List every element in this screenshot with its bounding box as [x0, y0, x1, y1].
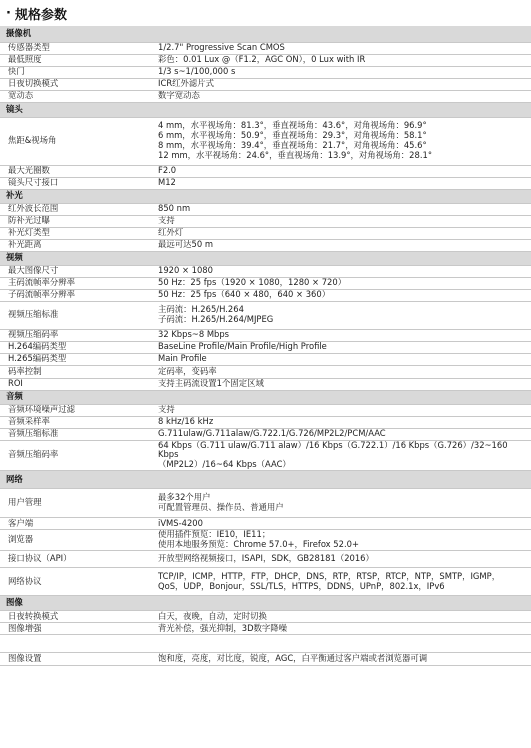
section-header [0, 596, 531, 611]
spec-table [0, 26, 531, 666]
section-title: 摄像机 [0, 26, 531, 42]
spec-value-line: 主码流：H.265/H.264 [158, 304, 244, 315]
spec-value-line: 6 mm，水平视场角：50.9°，垂直视场角：29.3°，对角视场角：58.1° [158, 130, 427, 141]
section-header [0, 251, 531, 265]
spec-value-line: iVMS-4200 [158, 517, 203, 528]
section-title: 镜头 [0, 102, 531, 117]
spec-value [149, 530, 531, 551]
spec-value [149, 54, 531, 66]
spec-row [0, 227, 531, 239]
spec-row [0, 78, 531, 90]
spec-label: 图像增强 [0, 623, 149, 635]
spec-label: ROI [0, 378, 149, 390]
spec-label [0, 635, 149, 653]
spec-row [0, 518, 531, 530]
spec-value-line: 子码流：H.265/H.264/MJPEG [158, 314, 274, 324]
spec-value [149, 653, 531, 666]
spec-value-line: （MP2L2）/16~64 Kbps（AAC） [158, 459, 291, 470]
spec-label: 浏览器 [0, 530, 149, 551]
spec-label: 补光距离 [0, 239, 149, 251]
spec-row [0, 440, 531, 471]
spec-label: H.265编码类型 [0, 353, 149, 365]
spec-row [0, 416, 531, 428]
spec-row [0, 378, 531, 390]
spec-label: 音频环境噪声过滤 [0, 404, 149, 416]
spec-value [149, 42, 531, 54]
spec-row [0, 530, 531, 551]
spec-row [0, 165, 531, 177]
spec-row [0, 54, 531, 66]
spec-label: H.264编码类型 [0, 341, 149, 353]
section-header [0, 471, 531, 489]
spec-row [0, 265, 531, 277]
spec-label: 日夜转换模式 [0, 611, 149, 623]
spec-row [0, 568, 531, 596]
spec-label: 图像设置 [0, 653, 149, 666]
spec-row [0, 215, 531, 227]
spec-row [0, 428, 531, 440]
spec-row [0, 353, 531, 365]
spec-label: 接口协议（API） [0, 551, 149, 568]
spec-value-line: 可配置管理员、操作员、普通用户 [158, 502, 284, 513]
spec-row [0, 404, 531, 416]
spec-value-line: 最多32个用户 [158, 492, 211, 503]
spec-label: 最低照度 [0, 54, 149, 66]
spec-value-line: 支持主码流设置1个固定区域 [158, 378, 264, 389]
spec-label: 红外波长范围 [0, 203, 149, 215]
spec-value [149, 66, 531, 78]
spec-value [149, 329, 531, 341]
spec-value [149, 378, 531, 390]
spec-row [0, 90, 531, 102]
spec-label: 音频采样率 [0, 416, 149, 428]
spec-value [149, 90, 531, 102]
spec-value [149, 165, 531, 177]
section-header [0, 26, 531, 42]
section-header [0, 102, 531, 117]
spec-value [149, 177, 531, 189]
spec-value-line: 支持 [158, 215, 175, 226]
spec-label: 网络协议 [0, 568, 149, 596]
spec-value-line: M12 [158, 177, 176, 188]
spec-value [149, 78, 531, 90]
section-title: 音频 [0, 390, 531, 404]
spec-label: 快门 [0, 66, 149, 78]
spec-value [149, 353, 531, 365]
spec-row [0, 489, 531, 518]
spec-value [149, 416, 531, 428]
spec-row [0, 117, 531, 165]
spec-label: 子码流帧率分辨率 [0, 289, 149, 301]
spec-value-line: 50 Hz：25 fps（1920 × 1080，1280 × 720） [158, 277, 347, 288]
spec-row [0, 277, 531, 289]
spec-value-line: BaseLine Profile/Main Profile/High Profile [158, 341, 327, 352]
spec-value-line: 红外灯 [158, 227, 184, 238]
spec-value-line: 12 mm，水平视场角：24.6°，垂直视场角：13.9°，对角视场角：28.1° [158, 149, 433, 160]
spec-label: 视频压缩码率 [0, 329, 149, 341]
spec-label: 最大图像尺寸 [0, 265, 149, 277]
spec-label: 用户管理 [0, 489, 149, 518]
spec-value-line: 数字宽动态 [158, 90, 200, 101]
spec-row [0, 365, 531, 378]
spec-value [149, 440, 531, 471]
spec-label: 焦距&视场角 [0, 117, 149, 165]
spec-value [149, 551, 531, 568]
section-header [0, 189, 531, 203]
spec-value-line: QoS，UDP，Bonjour，SSL/TLS，HTTPS，DDNS，UPnP，802.1x，IPv6 [158, 580, 445, 591]
spec-label: 传感器类型 [0, 42, 149, 54]
spec-row [0, 635, 531, 653]
spec-row [0, 301, 531, 329]
spec-value-line: 定码率，变码率 [158, 365, 217, 376]
spec-row [0, 289, 531, 301]
spec-row [0, 177, 531, 189]
spec-row [0, 653, 531, 666]
spec-label: 码率控制 [0, 365, 149, 378]
spec-value [149, 365, 531, 378]
spec-row [0, 329, 531, 341]
spec-value [149, 635, 531, 653]
title-bullet: · [6, 5, 11, 21]
section-title: 视频 [0, 251, 531, 265]
spec-label: 镜头尺寸接口 [0, 177, 149, 189]
spec-value-line: 64 Kbps（G.711 ulaw/G.711 alaw）/16 Kbps（G.722.1）/16 Kbps（G.726）/32~160 Kbps [158, 440, 508, 460]
spec-label: 音频压缩码率 [0, 440, 149, 471]
spec-value-line: 8 kHz/16 kHz [158, 416, 214, 427]
spec-value [149, 428, 531, 440]
title-text: 规格参数 [14, 7, 67, 23]
spec-value-line: 开放型网络视频接口，ISAPI，SDK，GB28181（2016） [158, 553, 374, 564]
page-title [0, 0, 531, 26]
spec-label: 主码流帧率分辨率 [0, 277, 149, 289]
spec-label: 防补光过曝 [0, 215, 149, 227]
spec-value [149, 301, 531, 329]
spec-value-line: 彩色：0.01 Lux @（F1.2，AGC ON），0 Lux with IR [158, 54, 366, 65]
spec-value [149, 215, 531, 227]
spec-row [0, 551, 531, 568]
spec-row [0, 66, 531, 78]
spec-value [149, 117, 531, 165]
spec-value [149, 277, 531, 289]
spec-label: 音频压缩标准 [0, 428, 149, 440]
spec-value [149, 623, 531, 635]
spec-value [149, 489, 531, 518]
section-title: 网络 [0, 471, 531, 489]
spec-row [0, 623, 531, 635]
spec-value-line: 4 mm，水平视场角：81.3°，垂直视场角：43.6°，对角视场角：96.9° [158, 120, 427, 131]
spec-value-line: Main Profile [158, 353, 207, 364]
spec-value [149, 203, 531, 215]
spec-value [149, 239, 531, 251]
spec-value-line: 最远可达50 m [158, 239, 213, 250]
spec-value [149, 341, 531, 353]
spec-value [149, 611, 531, 623]
spec-label: 宽动态 [0, 90, 149, 102]
spec-value-line: 支持 [158, 404, 175, 415]
section-title: 补光 [0, 189, 531, 203]
spec-value-line: 32 Kbps~8 Mbps [158, 329, 230, 340]
spec-label: 客户端 [0, 518, 149, 530]
spec-row [0, 341, 531, 353]
spec-value [149, 518, 531, 530]
spec-value-line: 8 mm，水平视场角：39.4°，垂直视场角：21.7°，对角视场角：45.6° [158, 140, 427, 150]
spec-value-line: 饱和度，亮度，对比度，锐度，AGC，白平衡通过客户端或者浏览器可调 [158, 653, 428, 664]
spec-label: 最大光圈数 [0, 165, 149, 177]
spec-row [0, 239, 531, 251]
spec-value-line: TCP/IP，ICMP，HTTP，FTP，DHCP，DNS，RTP，RTSP，RTCP，NTP，SMTP，IGMP， [158, 570, 501, 581]
spec-row [0, 42, 531, 54]
spec-value-line: 1/2.7" Progressive Scan CMOS [158, 42, 285, 53]
spec-label: 视频压缩标准 [0, 301, 149, 329]
spec-value-line: ICR红外滤片式 [158, 78, 215, 89]
spec-label: 日夜切换模式 [0, 78, 149, 90]
spec-value [149, 227, 531, 239]
spec-value-line: 50 Hz：25 fps（640 × 480，640 × 360） [158, 289, 331, 300]
spec-value-line: 1/3 s~1/100,000 s [158, 66, 236, 77]
spec-value-line: 白天，夜晚，自动，定时切换 [158, 610, 267, 621]
spec-label: 补光灯类型 [0, 227, 149, 239]
spec-value-line: G.711ulaw/G.711alaw/G.722.1/G.726/MP2L2/PCM/AAC [158, 428, 386, 439]
section-title: 图像 [0, 596, 531, 611]
section-header [0, 390, 531, 404]
spec-value [149, 404, 531, 416]
spec-value [149, 568, 531, 596]
spec-value [149, 289, 531, 301]
spec-value-line: 1920 × 1080 [158, 265, 213, 276]
spec-value-line: 使用插件预览：IE10，IE11； [158, 529, 271, 540]
spec-value-line: 使用本地服务预览：Chrome 57.0+，Firefox 52.0+ [158, 539, 359, 550]
spec-value-line: 850 nm [158, 203, 191, 214]
spec-row [0, 611, 531, 623]
spec-row [0, 203, 531, 215]
spec-value-line: F2.0 [158, 165, 177, 176]
spec-value [149, 265, 531, 277]
spec-value-line: 背光补偿，强光抑制，3D数字降噪 [158, 622, 288, 633]
